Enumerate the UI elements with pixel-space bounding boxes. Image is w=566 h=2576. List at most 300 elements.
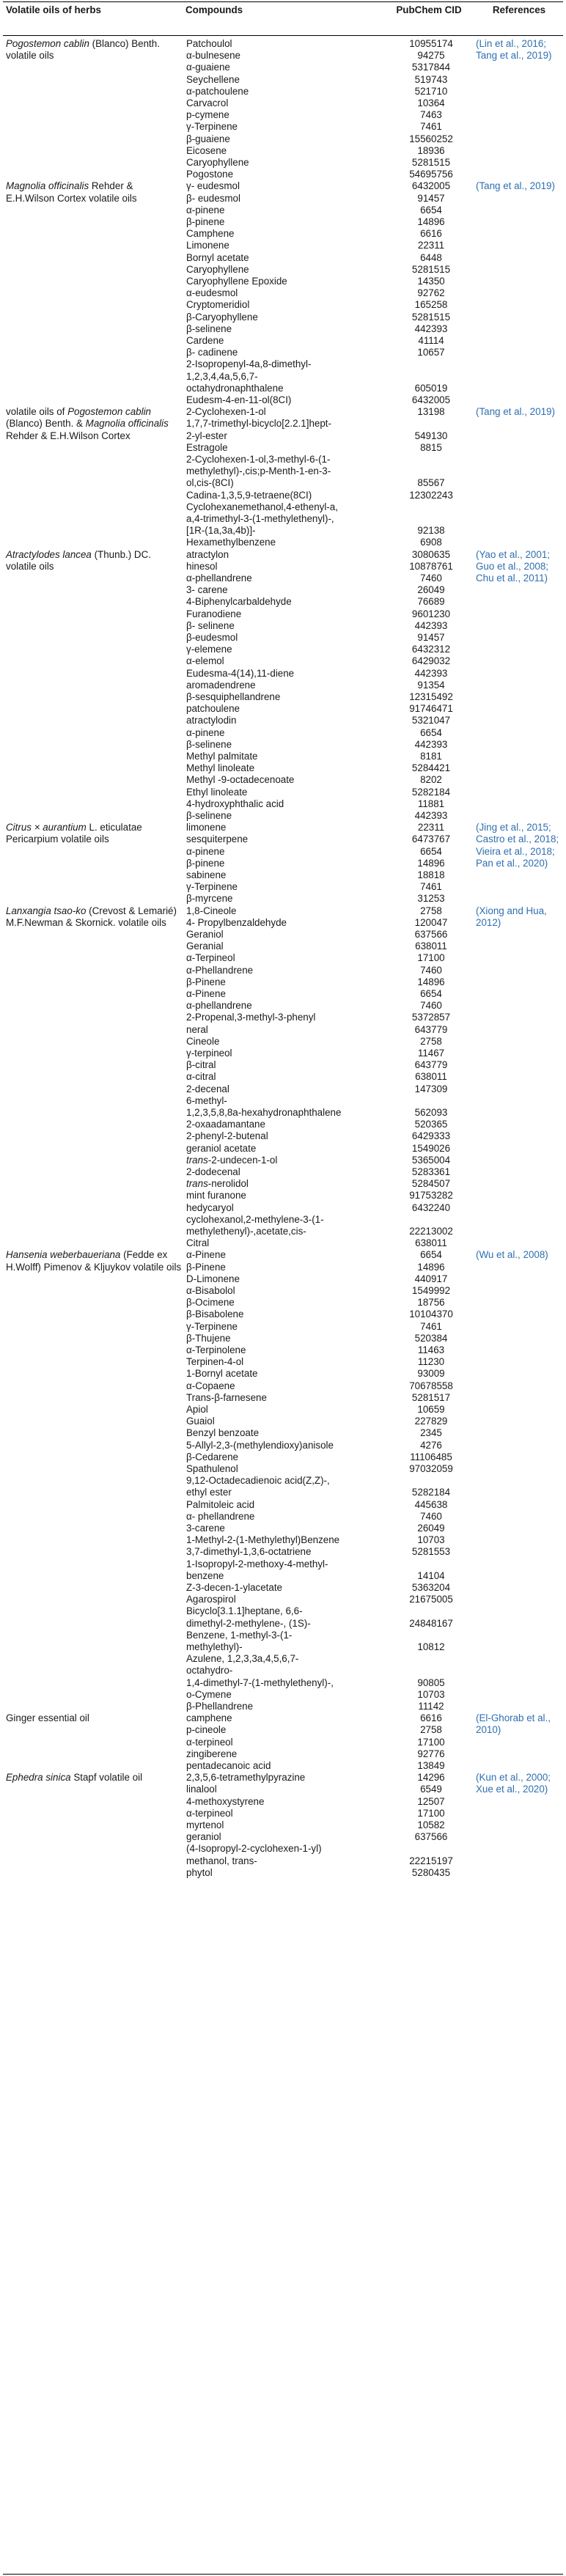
compound-name: sesquiterpene xyxy=(186,833,249,845)
pubchem-cid: 10582 xyxy=(417,1819,445,1830)
pubchem-cid: 7460 xyxy=(420,1000,442,1012)
pubchem-cid: 94275 xyxy=(417,50,445,62)
pubchem-cid: 637566 xyxy=(414,928,448,940)
herb-name-part: (Thunb.) DC. volatile oils xyxy=(6,548,151,572)
pubchem-cid: 15560252 xyxy=(409,133,453,144)
pubchem-cid: 7460 xyxy=(420,964,442,976)
pubchem-cid: 5281515 xyxy=(411,157,451,168)
pubchem-cid: 31253 xyxy=(417,893,445,905)
pubchem-cid: 7461 xyxy=(420,121,442,133)
compound-name: 4-hydroxyphthalic acid xyxy=(186,798,284,809)
pubchem-cid: 10955174 xyxy=(409,38,453,49)
pubchem-cid: 6616 xyxy=(420,228,442,240)
compound-name: Geraniol xyxy=(186,928,224,940)
pubchem-cid: 97032059 xyxy=(409,1462,453,1474)
pubchem-cid: 91457 xyxy=(417,631,445,643)
herb-name-part: (Fedde ex H.Wolff) Pimenov & Kljuykov volatile oils xyxy=(6,1249,182,1273)
pubchem-cid: 519743 xyxy=(414,73,448,85)
compound-name: Z-3-decen-1-ylacetate xyxy=(186,1581,282,1593)
pubchem-cid: 18936 xyxy=(417,144,445,156)
compound-name: Cadina-1,3,5,9-tetraene(8CI) xyxy=(186,489,312,501)
compound-name: 1,7,7-trimethyl-bicyclo[2.2.1]hept- 2-yl-ester xyxy=(186,418,331,441)
pubchem-cid: 90805 xyxy=(417,1677,445,1688)
compound-name: Limonene xyxy=(186,240,229,251)
reference-link[interactable]: (Yao et al., 2001; Guo et al., 2008; Chu et al., 2011) xyxy=(476,548,550,584)
pubchem-cid: 13849 xyxy=(417,1759,445,1771)
compound-name: 3-carene xyxy=(186,1522,225,1534)
pubchem-cid: 24848167 xyxy=(409,1617,453,1629)
pubchem-cid: 562093 xyxy=(414,1106,448,1118)
herb-name-part: (Crevost & Lemarié) M.F.Newman & Skornick. volatile oils xyxy=(6,905,177,928)
compound-name: γ-Terpinene xyxy=(186,1320,238,1332)
pubchem-cid: 165258 xyxy=(414,299,448,311)
pubchem-cid: 5281553 xyxy=(411,1546,451,1558)
compound-name: β-Pinene xyxy=(186,976,226,987)
compound-name: α-bulnesene xyxy=(186,50,241,62)
pubchem-cid: 85567 xyxy=(417,477,445,489)
compound-name: 2-dodecenal xyxy=(186,1166,240,1177)
pubchem-cid: 7461 xyxy=(420,1320,442,1332)
pubchem-cid: 5281515 xyxy=(411,311,451,323)
pubchem-cid: 5282184 xyxy=(411,1487,451,1498)
compound-name: 2-oxaadamantane xyxy=(186,1119,265,1130)
pubchem-cid: 2345 xyxy=(420,1427,442,1439)
pubchem-cid: 6429032 xyxy=(411,655,451,667)
reference-link[interactable]: (Lin et al., 2016; Tang et al., 2019) xyxy=(476,38,552,62)
pubchem-cid: 91354 xyxy=(417,679,445,691)
pubchem-cid: 26049 xyxy=(417,584,445,596)
pubchem-cid: 11881 xyxy=(417,798,445,809)
pubchem-cid: 10104370 xyxy=(409,1309,453,1320)
compound-name: γ-elemene xyxy=(186,644,232,655)
compound-name: Hexamethylbenzene xyxy=(186,537,276,548)
compound-name: 2-Propenal,3-methyl-3-phenyl xyxy=(186,1012,316,1023)
compound-name: β-selinene xyxy=(186,809,232,821)
compound-name: β- selinene xyxy=(186,619,235,631)
compound-name: Cryptomeridiol xyxy=(186,299,250,311)
pubchem-cid: 147309 xyxy=(414,1083,448,1094)
compound-name: cyclohexanol,2-methylene-3-(1- methylethenyl)-,acetate,cis- xyxy=(186,1213,324,1237)
pubchem-cid: 7461 xyxy=(420,881,442,893)
compound-name: β-pinene xyxy=(186,857,225,869)
compound-name: β-Bisabolene xyxy=(186,1309,244,1320)
compound-name: Methyl palmitate xyxy=(186,750,258,762)
pubchem-cid: 11106485 xyxy=(410,1451,452,1462)
pubchem-cid: 17100 xyxy=(417,952,445,964)
compound-name: α-terpineol xyxy=(186,1736,233,1748)
compound-name: Terpinen-4-ol xyxy=(186,1356,244,1368)
herb-name-part: Hansenia weberbaueriana xyxy=(6,1249,121,1261)
compound-name: trans-nerolidol xyxy=(186,1178,249,1190)
pubchem-cid: 5280435 xyxy=(411,1866,451,1878)
pubchem-cid: 5283361 xyxy=(411,1166,451,1177)
compound-name: α-Copaene xyxy=(186,1380,235,1391)
pubchem-cid: 440917 xyxy=(414,1273,448,1284)
pubchem-cid: 6432005 xyxy=(411,394,451,405)
pubchem-cid: 6908 xyxy=(420,537,442,548)
herb-name xyxy=(6,549,182,573)
pubchem-cid: 442393 xyxy=(414,667,448,679)
pubchem-cid: 14104 xyxy=(417,1569,445,1581)
herb-name-part: Rehder & E.H.Wilson Cortex xyxy=(6,430,131,441)
compound-name: sabinene xyxy=(186,869,227,880)
pubchem-cid: 11467 xyxy=(417,1047,445,1059)
compound-name: Bornyl acetate xyxy=(186,251,249,263)
compound-name: atractylodin xyxy=(186,715,237,726)
pubchem-cid: 605019 xyxy=(414,382,448,394)
compound-name: α-elemol xyxy=(186,655,224,667)
compound-name: 9,12-Octadecadienoic acid(Z,Z)-, ethyl ester xyxy=(186,1475,330,1498)
compound-name: α-patchoulene xyxy=(186,85,249,97)
pubchem-cid: 643779 xyxy=(414,1059,448,1071)
reference-link[interactable]: (Jing et al., 2015; Castro et al., 2018; Vieira et al., 2018; Pan et al., 2020) xyxy=(476,822,559,869)
reference-link[interactable]: (Wu et al., 2008) xyxy=(476,1249,548,1261)
compound-name: Bicyclo[3.1.1]heptane, 6,6- dimethyl-2-methylene-, (1S)- xyxy=(186,1605,311,1629)
compound-name: β-citral xyxy=(186,1059,216,1071)
pubchem-cid: 10878761 xyxy=(409,560,453,572)
compound-name: 2-Cyclohexen-1-ol xyxy=(186,406,266,418)
pubchem-cid: 10703 xyxy=(417,1534,445,1546)
pubchem-cid: 14896 xyxy=(417,216,445,227)
pubchem-cid: 6429333 xyxy=(411,1130,451,1142)
compound-name: α-terpineol xyxy=(186,1807,233,1819)
herb-name-part: Rehder & E.H.Wilson Cortex volatile oils xyxy=(6,180,137,204)
pubchem-cid: 6654 xyxy=(420,987,442,999)
pubchem-cid: 14350 xyxy=(417,275,445,287)
pubchem-cid: 638011 xyxy=(415,1071,447,1083)
pubchem-cid: 442393 xyxy=(414,323,448,334)
compound-name: linalool xyxy=(186,1784,217,1795)
compound-name: Citral xyxy=(186,1237,210,1249)
compound-name: zingiberene xyxy=(186,1748,238,1759)
compound-name: hedycaryol xyxy=(186,1201,234,1213)
pubchem-cid: 7463 xyxy=(420,109,442,121)
compound-name: β-selinene xyxy=(186,738,232,750)
compound-name: α-Pinene xyxy=(186,987,226,999)
compound-name: Azulene, 1,2,3,3a,4,5,6,7- octahydro- 1,4-dimethyl-7-(1-methylethenyl)-, xyxy=(186,1653,334,1688)
herb-name xyxy=(6,822,182,845)
herb-name-part: (Blanco) Benth. volatile oils xyxy=(6,38,160,62)
pubchem-cid: 638011 xyxy=(415,1237,447,1249)
pubchem-cid: 11230 xyxy=(417,1356,445,1368)
compound-name: 1,8-Cineole xyxy=(186,905,237,916)
reference-link[interactable]: (Tang et al., 2019) xyxy=(476,406,555,418)
compound-name: (4-Isopropyl-2-cyclohexen-1-yl) methanol, trans- xyxy=(186,1843,322,1866)
pubchem-cid: 6448 xyxy=(420,251,442,263)
compound-name: Estragole xyxy=(186,441,228,453)
herb-name-part: Pogostemon cablin xyxy=(67,406,152,418)
pubchem-cid: 8815 xyxy=(420,441,442,453)
pubchem-cid: 6654 xyxy=(420,845,442,857)
compound-name: Camphene xyxy=(186,228,235,240)
compound-name: Carvacrol xyxy=(186,97,229,108)
pubchem-cid: 11463 xyxy=(417,1344,445,1355)
pubchem-cid: 5281515 xyxy=(411,263,451,275)
compound-name: Seychellene xyxy=(186,73,240,85)
pubchem-cid: 520365 xyxy=(414,1119,448,1130)
herb-name xyxy=(6,1249,182,1273)
reference-link[interactable]: (Kun et al., 2000; Xue et al., 2020) xyxy=(476,1772,551,1795)
compound-name: 2-Cyclohexen-1-ol,3-methyl-6-(1- methylethyl)-,cis;p-Menth-1-en-3- ol,cis-(8CI) xyxy=(186,453,331,489)
compound-name: Patchoulol xyxy=(186,38,232,49)
pubchem-cid: 6432312 xyxy=(411,644,451,655)
pubchem-cid: 6654 xyxy=(420,726,442,738)
compound-name: Methyl linoleate xyxy=(186,762,255,774)
header-rule xyxy=(3,35,563,36)
compound-name: Palmitoleic acid xyxy=(186,1498,255,1510)
pubchem-cid: 6616 xyxy=(420,1712,442,1724)
pubchem-cid: 8202 xyxy=(420,774,442,786)
pubchem-cid: 5321047 xyxy=(411,715,451,726)
compound-name: α- phellandrene xyxy=(186,1510,255,1522)
pubchem-cid: 22311 xyxy=(417,822,445,833)
pubchem-cid: 92762 xyxy=(417,287,445,299)
pubchem-cid: 91753282 xyxy=(409,1190,453,1201)
pubchem-cid: 54695756 xyxy=(409,169,453,180)
compound-name: γ- eudesmol xyxy=(186,180,240,192)
compound-name: geraniol acetate xyxy=(186,1142,257,1154)
pubchem-cid: 6654 xyxy=(420,1249,442,1261)
compound-name: 1-Methyl-2-(1-Methylethyl)Benzene xyxy=(186,1534,340,1546)
compound-name: 2-decenal xyxy=(186,1083,229,1094)
compound-name: patchoulene xyxy=(186,703,240,715)
compound-name: p-cineole xyxy=(186,1724,227,1736)
pubchem-cid: 26049 xyxy=(417,1522,445,1534)
pubchem-cid: 2758 xyxy=(420,905,442,916)
herb-name-part: Magnolia officinalis xyxy=(6,180,89,192)
compound-name: α-Phellandrene xyxy=(186,964,254,976)
compound-name: α-citral xyxy=(186,1071,216,1083)
compound-name: α-Terpineol xyxy=(186,952,235,964)
herb-name-part: (Blanco) Benth. & xyxy=(6,418,86,430)
compound-name: 1-Bornyl acetate xyxy=(186,1368,258,1380)
pubchem-cid: 91746471 xyxy=(409,703,453,715)
pubchem-cid: 6549 xyxy=(420,1784,442,1795)
herb-name-part: L. eticulatae Pericarpium volatile oils xyxy=(6,822,142,845)
pubchem-cid: 6654 xyxy=(420,204,442,216)
herb-name xyxy=(6,180,182,204)
pubchem-cid: 520384 xyxy=(414,1332,448,1344)
compound-name: Eudesma-4(14),11-diene xyxy=(186,667,295,679)
pubchem-cid: 5317844 xyxy=(411,62,451,73)
compound-name: Caryophyllene Epoxide xyxy=(186,275,287,287)
compound-name: 6-methyl- 1,2,3,5,8,8a-hexahydronaphthalene xyxy=(186,1094,342,1118)
compound-name: 1-Isopropyl-2-methoxy-4-methyl- benzene xyxy=(186,1558,328,1581)
compound-name: Cardene xyxy=(186,334,224,346)
pubchem-cid: 92776 xyxy=(417,1748,445,1759)
compound-name: myrtenol xyxy=(186,1819,224,1830)
pubchem-cid: 7460 xyxy=(420,572,442,584)
compound-name: Geranial xyxy=(186,941,224,952)
compound-name: o-Cymene xyxy=(186,1688,232,1700)
pubchem-cid: 8181 xyxy=(420,750,442,762)
pubchem-cid: 12302243 xyxy=(409,489,453,501)
compound-name: β-sesquiphellandrene xyxy=(186,691,281,702)
compound-name: β-Cedarene xyxy=(186,1451,238,1462)
compound-name: Caryophyllene xyxy=(186,263,249,275)
compound-name: α-Pinene xyxy=(186,1249,226,1261)
compound-name: limonene xyxy=(186,822,227,833)
pubchem-cid: 6432005 xyxy=(411,180,451,192)
pubchem-cid: 5365004 xyxy=(411,1154,451,1166)
compound-name: 2,3,5,6-tetramethylpyrazine xyxy=(186,1772,306,1784)
pubchem-cid: 22311 xyxy=(417,240,445,251)
pubchem-cid: 18756 xyxy=(417,1297,445,1309)
pubchem-cid: 227829 xyxy=(414,1416,448,1427)
compound-name: β- eudesmol xyxy=(186,192,240,204)
pubchem-cid: 445638 xyxy=(414,1498,448,1510)
pubchem-cid: 638011 xyxy=(415,941,447,952)
compound-name: α-Terpinolene xyxy=(186,1344,246,1355)
compound-name: β-Phellandrene xyxy=(186,1700,254,1712)
herb-name-part: Stapf volatile oil xyxy=(70,1772,143,1784)
pubchem-cid: 10657 xyxy=(417,347,445,358)
pubchem-cid: 13198 xyxy=(417,406,445,418)
reference-link[interactable]: (El-Ghorab et al., 2010) xyxy=(476,1712,551,1736)
compound-name: 5-Allyl-2,3-(methylendioxy)anisole xyxy=(186,1439,334,1451)
compound-name: β-pinene xyxy=(186,216,225,227)
compound-name: Cineole xyxy=(186,1035,220,1047)
herb-name-part: Ginger essential oil xyxy=(6,1712,89,1724)
pubchem-cid: 2758 xyxy=(420,1724,442,1736)
pubchem-cid: 521710 xyxy=(414,85,448,97)
compound-name: α-pinene xyxy=(186,726,225,738)
header-compounds: Compounds xyxy=(185,4,243,15)
compound-name: Eudesm-4-en-11-ol(8CI) xyxy=(186,394,292,405)
herb-name xyxy=(6,38,182,62)
table-top-rule xyxy=(3,1,563,2)
compound-name: β-Pinene xyxy=(186,1261,226,1273)
compound-name: 4- Propylbenzaldehyde xyxy=(186,916,287,928)
compound-name: phytol xyxy=(186,1866,213,1878)
pubchem-cid: 76689 xyxy=(417,596,445,608)
pubchem-cid: 5282184 xyxy=(411,786,451,798)
pubchem-cid: 41114 xyxy=(418,334,444,346)
pubchem-cid: 5372857 xyxy=(411,1012,451,1023)
pubchem-cid: 643779 xyxy=(414,1023,448,1035)
pubchem-cid: 14896 xyxy=(417,857,445,869)
compound-name: trans-2-undecen-1-ol xyxy=(186,1154,278,1166)
compound-name: α-eudesmol xyxy=(186,287,238,299)
compound-name: Methyl -9-octadecenoate xyxy=(186,774,295,786)
compound-name: Pogostone xyxy=(186,169,234,180)
pubchem-cid: 22213002 xyxy=(409,1225,453,1237)
compound-name: pentadecanoic acid xyxy=(186,1759,271,1771)
compound-name: Benzyl benzoate xyxy=(186,1427,260,1439)
compound-name: Spathulenol xyxy=(186,1462,238,1474)
pubchem-cid: 14896 xyxy=(417,1261,445,1273)
compound-name: β-Ocimene xyxy=(186,1297,235,1309)
reference-link[interactable]: (Xiong and Hua, 2012) xyxy=(476,905,547,928)
pubchem-cid: 5363204 xyxy=(411,1581,451,1593)
pubchem-cid: 4276 xyxy=(420,1439,442,1451)
pubchem-cid: 1549026 xyxy=(411,1142,451,1154)
pubchem-cid: 5284507 xyxy=(411,1178,451,1190)
pubchem-cid: 3080635 xyxy=(411,548,451,560)
compound-name: α-pinene xyxy=(186,204,225,216)
reference-link[interactable]: (Tang et al., 2019) xyxy=(476,180,555,192)
pubchem-cid: 93009 xyxy=(417,1368,445,1380)
pubchem-cid: 17100 xyxy=(417,1736,445,1748)
compound-name: mint furanone xyxy=(186,1190,246,1201)
compound-name: 3,7-dimethyl-1,3,6-octatriene xyxy=(186,1546,312,1558)
compound-name: α-Bisabolol xyxy=(186,1284,235,1296)
compound-name: geraniol xyxy=(186,1831,221,1843)
compound-name: Trans-β-farnesene xyxy=(186,1391,267,1403)
compound-name: hinesol xyxy=(186,560,218,572)
header-herbs: Volatile oils of herbs xyxy=(6,4,101,15)
pubchem-cid: 637566 xyxy=(414,1831,448,1843)
compound-name: D-Limonene xyxy=(186,1273,240,1284)
header-references: References xyxy=(492,4,546,15)
pubchem-cid: 70678558 xyxy=(409,1380,453,1391)
herb-name xyxy=(6,905,182,929)
compound-name: β-selinene xyxy=(186,323,232,334)
table-bottom-rule xyxy=(3,2574,563,2575)
herb-name-part: Ephedra sinica xyxy=(6,1772,71,1784)
pubchem-cid: 10659 xyxy=(417,1403,445,1415)
pubchem-cid: 442393 xyxy=(414,738,448,750)
compound-name: Guaiol xyxy=(186,1416,215,1427)
herb-name-part: Atractylodes lancea xyxy=(6,548,92,560)
pubchem-cid: 91457 xyxy=(417,192,445,204)
herb-name-part: volatile oils of xyxy=(6,406,68,418)
pubchem-cid: 18818 xyxy=(417,869,445,880)
herb-name-part: Pogostemon cablin xyxy=(6,38,89,49)
pubchem-cid: 5281517 xyxy=(411,1391,451,1403)
compound-name: α-guaiene xyxy=(186,62,230,73)
pubchem-cid: 2758 xyxy=(420,1035,442,1047)
pubchem-cid: 14896 xyxy=(417,976,445,987)
pubchem-cid: 14296 xyxy=(417,1772,445,1784)
pubchem-cid: 6473767 xyxy=(411,833,451,845)
compound-name: 4-methoxystyrene xyxy=(186,1795,265,1807)
pubchem-cid: 22215197 xyxy=(409,1855,453,1866)
compound-name: p-cymene xyxy=(186,109,229,121)
compound-name: β-Thujene xyxy=(186,1332,231,1344)
pubchem-cid: 1549992 xyxy=(411,1284,451,1296)
pubchem-cid: 7460 xyxy=(420,1510,442,1522)
pubchem-cid: 120047 xyxy=(414,916,448,928)
compound-name: α-phellandrene xyxy=(186,1000,252,1012)
compound-name: Caryophyllene xyxy=(186,157,249,168)
compound-name: α-phellandrene xyxy=(186,572,252,584)
compound-name: Ethyl linoleate xyxy=(186,786,248,798)
pubchem-cid: 549130 xyxy=(414,430,448,441)
compound-name: γ-Terpinene xyxy=(186,121,238,133)
pubchem-cid: 11142 xyxy=(418,1700,444,1712)
compound-name: α-pinene xyxy=(186,845,225,857)
pubchem-cid: 10703 xyxy=(417,1688,445,1700)
pubchem-cid: 6432240 xyxy=(411,1201,451,1213)
compound-name: γ-terpineol xyxy=(186,1047,232,1059)
compound-name: neral xyxy=(186,1023,208,1035)
compound-name: 2-phenyl-2-butenal xyxy=(186,1130,268,1142)
compound-name: 3- carene xyxy=(186,584,228,596)
pubchem-cid: 92138 xyxy=(417,525,445,537)
compound-name: 2-Isopropenyl-4a,8-dimethyl- 1,2,3,4,4a,5,6,7- octahydronaphthalene xyxy=(186,358,312,394)
pubchem-cid: 12315492 xyxy=(409,691,453,702)
header-cid: PubChem CID xyxy=(396,4,462,15)
compound-name: Benzene, 1-methyl-3-(1- methylethyl)- xyxy=(186,1629,293,1652)
compound-name: Agarospirol xyxy=(186,1594,236,1605)
pubchem-cid: 5284421 xyxy=(411,762,451,774)
compound-name: Cyclohexanemethanol,4-ethenyl-a, a,4-trimethyl-3-(1-methylethenyl)-, [1R-(1a,3a,4b)]- xyxy=(186,501,338,537)
compound-name: β- cadinene xyxy=(186,347,238,358)
pubchem-cid: 17100 xyxy=(417,1807,445,1819)
compound-name: γ-Terpinene xyxy=(186,881,238,893)
pubchem-cid: 12507 xyxy=(417,1795,445,1807)
